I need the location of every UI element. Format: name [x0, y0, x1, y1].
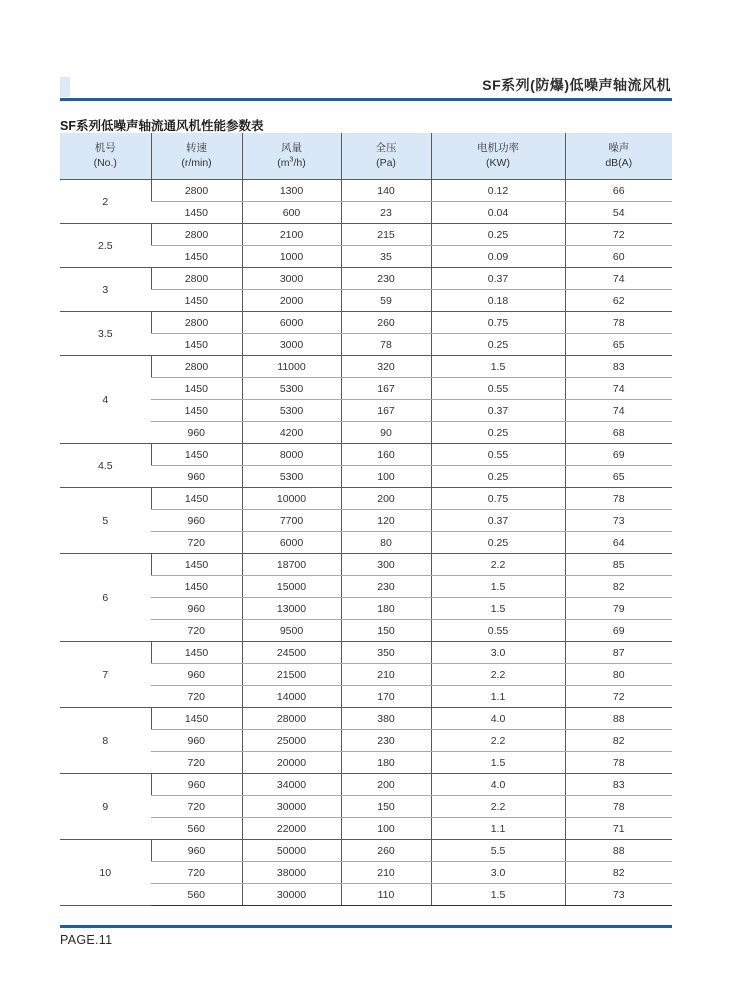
noise-cell: 68 — [565, 422, 672, 444]
pressure-cell: 110 — [341, 884, 431, 906]
pressure-cell: 320 — [341, 356, 431, 378]
pressure-cell: 380 — [341, 708, 431, 730]
pressure-cell: 230 — [341, 730, 431, 752]
motor-power-cell: 0.75 — [431, 312, 565, 334]
table-row — [60, 620, 672, 642]
speed-cell: 2800 — [151, 180, 242, 202]
column-header-line1: 全压 — [375, 142, 397, 154]
motor-power-cell: 0.37 — [431, 510, 565, 532]
motor-power-cell: 2.2 — [431, 730, 565, 752]
performance-table-container — [60, 133, 672, 906]
motor-power-cell: 3.0 — [431, 642, 565, 664]
noise-cell: 74 — [565, 400, 672, 422]
noise-cell: 83 — [565, 774, 672, 796]
airflow-cell: 34000 — [242, 774, 341, 796]
pressure-cell: 215 — [341, 224, 431, 246]
pressure-cell: 200 — [341, 774, 431, 796]
airflow-cell: 25000 — [242, 730, 341, 752]
table-header-row — [60, 133, 672, 180]
airflow-cell: 5300 — [242, 466, 341, 488]
speed-cell: 2800 — [151, 312, 242, 334]
column-header-pressure — [341, 133, 431, 180]
pressure-cell: 140 — [341, 180, 431, 202]
speed-cell: 720 — [151, 862, 242, 884]
noise-cell: 62 — [565, 290, 672, 312]
footer-divider — [60, 925, 672, 928]
airflow-cell: 18700 — [242, 554, 341, 576]
table-row — [60, 664, 672, 686]
motor-power-cell: 1.1 — [431, 818, 565, 840]
column-header-model — [60, 133, 151, 180]
table-row — [60, 752, 672, 774]
noise-cell: 69 — [565, 444, 672, 466]
noise-cell: 74 — [565, 378, 672, 400]
speed-cell: 720 — [151, 620, 242, 642]
table-row — [60, 312, 672, 334]
pressure-cell: 300 — [341, 554, 431, 576]
header-corner-mark — [60, 77, 70, 97]
noise-cell: 85 — [565, 554, 672, 576]
noise-cell: 82 — [565, 576, 672, 598]
model-number-cell: 4 — [60, 356, 151, 444]
noise-cell: 82 — [565, 862, 672, 884]
pressure-cell: 170 — [341, 686, 431, 708]
airflow-cell: 5300 — [242, 400, 341, 422]
noise-cell: 82 — [565, 730, 672, 752]
noise-cell: 88 — [565, 840, 672, 862]
airflow-cell: 2000 — [242, 290, 341, 312]
table-title: SF系列低噪声轴流通风机性能参数表 — [60, 119, 264, 133]
column-header-line1: 转速 — [186, 142, 207, 154]
model-number-cell: 7 — [60, 642, 151, 708]
model-number-cell: 2 — [60, 180, 151, 224]
table-row — [60, 488, 672, 510]
airflow-cell: 30000 — [242, 884, 341, 906]
pressure-cell: 180 — [341, 752, 431, 774]
column-header-line1: 噪声 — [608, 142, 630, 154]
speed-cell: 1450 — [151, 642, 242, 664]
airflow-cell: 1300 — [242, 180, 341, 202]
pressure-cell: 350 — [341, 642, 431, 664]
speed-cell: 1450 — [151, 554, 242, 576]
airflow-cell: 1000 — [242, 246, 341, 268]
pressure-cell: 167 — [341, 400, 431, 422]
speed-cell: 960 — [151, 730, 242, 752]
pressure-cell: 59 — [341, 290, 431, 312]
speed-cell: 960 — [151, 664, 242, 686]
column-header-airflow — [242, 133, 341, 180]
pressure-cell: 160 — [341, 444, 431, 466]
model-number-cell: 10 — [60, 840, 151, 906]
speed-cell: 720 — [151, 752, 242, 774]
motor-power-cell: 4.0 — [431, 774, 565, 796]
speed-cell: 1450 — [151, 400, 242, 422]
airflow-cell: 9500 — [242, 620, 341, 642]
motor-power-cell: 1.5 — [431, 752, 565, 774]
airflow-cell: 38000 — [242, 862, 341, 884]
speed-cell: 560 — [151, 818, 242, 840]
noise-cell: 72 — [565, 224, 672, 246]
pressure-cell: 90 — [341, 422, 431, 444]
table-row — [60, 378, 672, 400]
column-header-line1: 机号 — [94, 142, 116, 154]
airflow-cell: 3000 — [242, 334, 341, 356]
pressure-cell: 230 — [341, 576, 431, 598]
speed-cell: 1450 — [151, 290, 242, 312]
model-number-cell: 2.5 — [60, 224, 151, 268]
speed-cell: 960 — [151, 774, 242, 796]
noise-cell: 72 — [565, 686, 672, 708]
motor-power-cell: 2.2 — [431, 664, 565, 686]
unit-superscript: 3 — [289, 156, 294, 164]
noise-cell: 79 — [565, 598, 672, 620]
speed-cell: 960 — [151, 510, 242, 532]
motor-power-cell: 0.18 — [431, 290, 565, 312]
noise-cell: 64 — [565, 532, 672, 554]
column-header-motor-power — [431, 133, 565, 180]
table-row — [60, 202, 672, 224]
motor-power-cell: 0.55 — [431, 444, 565, 466]
airflow-cell: 24500 — [242, 642, 341, 664]
noise-cell: 88 — [565, 708, 672, 730]
motor-power-cell: 1.1 — [431, 686, 565, 708]
airflow-cell: 13000 — [242, 598, 341, 620]
table-row — [60, 576, 672, 598]
model-number-cell: 3 — [60, 268, 151, 312]
table-row — [60, 840, 672, 862]
table-row — [60, 774, 672, 796]
motor-power-cell: 3.0 — [431, 862, 565, 884]
motor-power-cell: 2.2 — [431, 554, 565, 576]
airflow-cell: 600 — [242, 202, 341, 224]
airflow-cell: 8000 — [242, 444, 341, 466]
airflow-cell: 50000 — [242, 840, 341, 862]
motor-power-cell: 0.37 — [431, 400, 565, 422]
speed-cell: 2800 — [151, 356, 242, 378]
motor-power-cell: 0.75 — [431, 488, 565, 510]
pressure-cell: 78 — [341, 334, 431, 356]
motor-power-cell: 0.25 — [431, 422, 565, 444]
motor-power-cell: 0.55 — [431, 620, 565, 642]
pressure-cell: 35 — [341, 246, 431, 268]
motor-power-cell: 0.04 — [431, 202, 565, 224]
airflow-cell: 11000 — [242, 356, 341, 378]
pressure-cell: 150 — [341, 796, 431, 818]
table-row — [60, 818, 672, 840]
model-number-cell: 3.5 — [60, 312, 151, 356]
airflow-cell: 7700 — [242, 510, 341, 532]
column-header-line2: (r/min) — [181, 157, 212, 169]
table-row — [60, 180, 672, 202]
column-header-line2: dB(A) — [605, 157, 633, 169]
airflow-cell: 15000 — [242, 576, 341, 598]
table-row — [60, 356, 672, 378]
noise-cell: 80 — [565, 664, 672, 686]
airflow-cell: 3000 — [242, 268, 341, 290]
speed-cell: 720 — [151, 686, 242, 708]
speed-cell: 2800 — [151, 224, 242, 246]
pressure-cell: 167 — [341, 378, 431, 400]
pressure-cell: 100 — [341, 466, 431, 488]
speed-cell: 960 — [151, 422, 242, 444]
airflow-cell: 20000 — [242, 752, 341, 774]
pressure-cell: 150 — [341, 620, 431, 642]
motor-power-cell: 1.5 — [431, 576, 565, 598]
table-row — [60, 224, 672, 246]
pressure-cell: 210 — [341, 862, 431, 884]
noise-cell: 78 — [565, 796, 672, 818]
airflow-cell: 30000 — [242, 796, 341, 818]
motor-power-cell: 0.55 — [431, 378, 565, 400]
table-row — [60, 532, 672, 554]
noise-cell: 65 — [565, 334, 672, 356]
speed-cell: 1450 — [151, 444, 242, 466]
table-row — [60, 686, 672, 708]
performance-table — [60, 133, 672, 906]
table-row — [60, 598, 672, 620]
speed-cell: 960 — [151, 840, 242, 862]
unit-suffix: /h) — [293, 157, 306, 169]
motor-power-cell: 0.25 — [431, 224, 565, 246]
header-divider — [60, 98, 672, 101]
speed-cell: 1450 — [151, 378, 242, 400]
model-number-cell: 4.5 — [60, 444, 151, 488]
page-header-title: SF系列(防爆)低噪声轴流风机 — [482, 77, 671, 93]
model-number-cell: 5 — [60, 488, 151, 554]
column-header-noise — [565, 133, 672, 180]
speed-cell: 2800 — [151, 268, 242, 290]
motor-power-cell: 5.5 — [431, 840, 565, 862]
airflow-cell: 5300 — [242, 378, 341, 400]
noise-cell: 66 — [565, 180, 672, 202]
noise-cell: 78 — [565, 488, 672, 510]
unit-prefix: (m — [277, 157, 290, 169]
column-header-line2: (KW) — [486, 157, 510, 169]
pressure-cell: 100 — [341, 818, 431, 840]
noise-cell: 78 — [565, 752, 672, 774]
noise-cell: 87 — [565, 642, 672, 664]
noise-cell: 78 — [565, 312, 672, 334]
table-body — [60, 180, 672, 906]
speed-cell: 960 — [151, 466, 242, 488]
noise-cell: 65 — [565, 466, 672, 488]
table-row — [60, 466, 672, 488]
table-row — [60, 334, 672, 356]
motor-power-cell: 0.12 — [431, 180, 565, 202]
airflow-cell: 10000 — [242, 488, 341, 510]
speed-cell: 560 — [151, 884, 242, 906]
pressure-cell: 120 — [341, 510, 431, 532]
table-row — [60, 884, 672, 906]
airflow-cell: 21500 — [242, 664, 341, 686]
table-row — [60, 796, 672, 818]
noise-cell: 74 — [565, 268, 672, 290]
motor-power-cell: 2.2 — [431, 796, 565, 818]
speed-cell: 1450 — [151, 708, 242, 730]
airflow-cell: 28000 — [242, 708, 341, 730]
speed-cell: 1450 — [151, 246, 242, 268]
column-header-line2: (No.) — [93, 157, 117, 169]
pressure-cell: 210 — [341, 664, 431, 686]
table-row — [60, 730, 672, 752]
noise-cell: 73 — [565, 884, 672, 906]
table-row — [60, 290, 672, 312]
table-row — [60, 642, 672, 664]
airflow-cell: 14000 — [242, 686, 341, 708]
pressure-cell: 180 — [341, 598, 431, 620]
table-row — [60, 246, 672, 268]
table-row — [60, 510, 672, 532]
speed-cell: 720 — [151, 796, 242, 818]
table-row — [60, 422, 672, 444]
speed-cell: 1450 — [151, 202, 242, 224]
column-header-line2: (Pa) — [376, 157, 396, 169]
airflow-cell: 4200 — [242, 422, 341, 444]
motor-power-cell: 1.5 — [431, 598, 565, 620]
motor-power-cell: 1.5 — [431, 356, 565, 378]
noise-cell: 83 — [565, 356, 672, 378]
motor-power-cell: 0.25 — [431, 532, 565, 554]
speed-cell: 1450 — [151, 576, 242, 598]
model-number-cell: 8 — [60, 708, 151, 774]
pressure-cell: 23 — [341, 202, 431, 224]
noise-cell: 60 — [565, 246, 672, 268]
column-header-line1: 风量 — [281, 142, 302, 154]
column-header-speed — [151, 133, 242, 180]
model-number-cell: 9 — [60, 774, 151, 840]
noise-cell: 54 — [565, 202, 672, 224]
column-header-line2 — [243, 156, 341, 171]
motor-power-cell: 0.25 — [431, 334, 565, 356]
pressure-cell: 260 — [341, 840, 431, 862]
pressure-cell: 200 — [341, 488, 431, 510]
pressure-cell: 230 — [341, 268, 431, 290]
table-row — [60, 708, 672, 730]
noise-cell: 69 — [565, 620, 672, 642]
motor-power-cell: 0.25 — [431, 466, 565, 488]
model-number-cell: 6 — [60, 554, 151, 642]
table-row — [60, 862, 672, 884]
noise-cell: 71 — [565, 818, 672, 840]
pressure-cell: 260 — [341, 312, 431, 334]
motor-power-cell: 4.0 — [431, 708, 565, 730]
column-header-line1: 电机功率 — [477, 142, 519, 154]
airflow-cell: 2100 — [242, 224, 341, 246]
speed-cell: 1450 — [151, 334, 242, 356]
table-row — [60, 268, 672, 290]
speed-cell: 720 — [151, 532, 242, 554]
motor-power-cell: 1.5 — [431, 884, 565, 906]
table-row — [60, 554, 672, 576]
airflow-cell: 6000 — [242, 312, 341, 334]
table-row — [60, 444, 672, 466]
noise-cell: 73 — [565, 510, 672, 532]
motor-power-cell: 0.09 — [431, 246, 565, 268]
page-number: PAGE.11 — [60, 933, 113, 947]
airflow-cell: 6000 — [242, 532, 341, 554]
motor-power-cell: 0.37 — [431, 268, 565, 290]
pressure-cell: 80 — [341, 532, 431, 554]
airflow-cell: 22000 — [242, 818, 341, 840]
table-row — [60, 400, 672, 422]
speed-cell: 1450 — [151, 488, 242, 510]
speed-cell: 960 — [151, 598, 242, 620]
